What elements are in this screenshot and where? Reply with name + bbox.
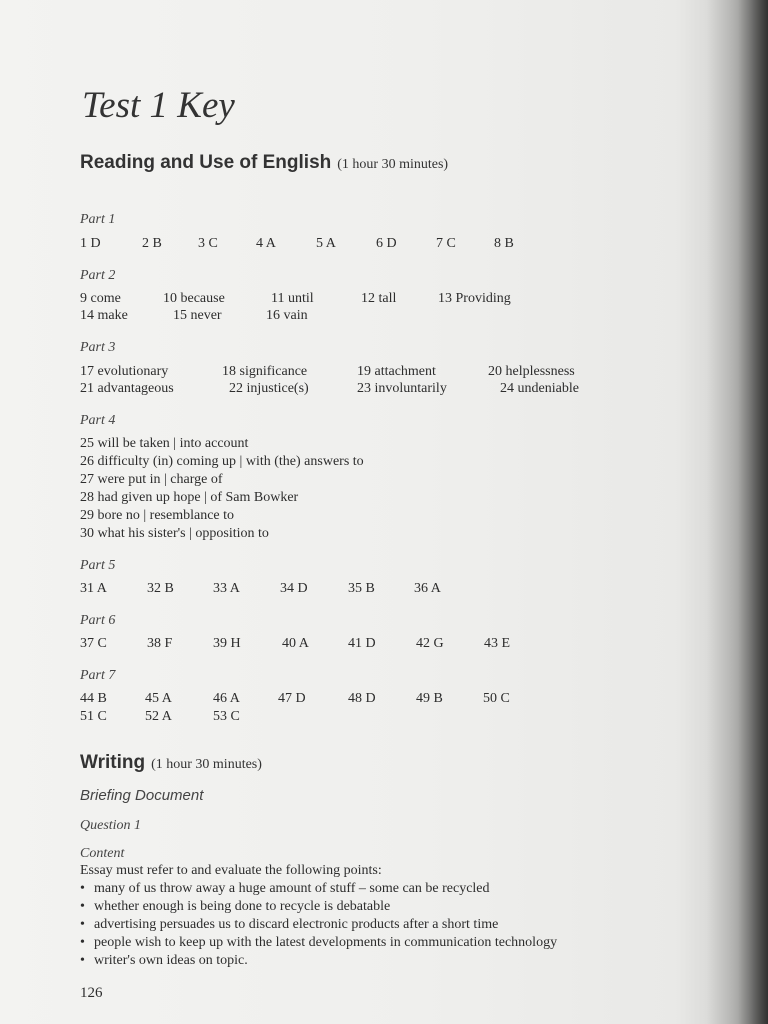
content-intro: Essay must refer to and evaluate the following points: — [80, 863, 382, 878]
part-3-label: Part 3 — [80, 340, 116, 355]
answer: 7 C — [436, 236, 456, 251]
answer: 17 evolutionary — [80, 364, 169, 379]
answer: 18 significance — [222, 364, 308, 379]
answer: 37 C — [80, 636, 107, 651]
part-4-line: 25 will be taken | into account — [80, 436, 249, 451]
answer: 21 advantageous — [80, 381, 174, 396]
answer: 15 never — [173, 308, 222, 323]
answer: 1 D — [80, 236, 101, 251]
answer: 12 tall — [361, 291, 397, 306]
answer: 49 B — [416, 691, 443, 706]
part-4-label: Part 4 — [80, 413, 116, 428]
page-title: Test 1 Key — [82, 85, 235, 126]
answer: 24 undeniable — [500, 381, 579, 396]
list-item: • many of us throw away a huge amount of stuff – some can be recycled — [80, 881, 557, 899]
answer: 45 A — [145, 691, 172, 706]
answer: 10 because — [163, 291, 225, 306]
list-item: • advertising persuades us to discard electronic products after a short time — [80, 917, 557, 935]
part-7-label: Part 7 — [80, 668, 116, 683]
answer: 50 C — [483, 691, 510, 706]
list-item: • people wish to keep up with the latest developments in communication technology — [80, 935, 557, 953]
answer: 4 A — [256, 236, 276, 251]
answer: 31 A — [80, 581, 107, 596]
answer: 32 B — [147, 581, 174, 596]
answer: 33 A — [213, 581, 240, 596]
answer: 51 C — [80, 709, 107, 724]
answer: 16 vain — [266, 308, 308, 323]
answer: 13 Providing — [438, 291, 511, 306]
answer: 47 D — [278, 691, 306, 706]
answer: 38 F — [147, 636, 173, 651]
answer: 3 C — [198, 236, 218, 251]
answer: 19 attachment — [357, 364, 436, 379]
answer: 43 E — [484, 636, 511, 651]
part-2-label: Part 2 — [80, 268, 116, 283]
reading-duration: (1 hour 30 minutes) — [337, 157, 449, 172]
list-item: • writer's own ideas on topic. — [80, 953, 557, 971]
answer: 23 involuntarily — [357, 381, 447, 396]
writing-duration: (1 hour 30 minutes) — [151, 757, 262, 772]
writing-heading-text: Writing — [80, 752, 146, 773]
part-5-label: Part 5 — [80, 558, 116, 573]
part-6-label: Part 6 — [80, 613, 116, 628]
writing-heading — [80, 752, 262, 774]
book-spine-shadow — [738, 0, 768, 1024]
answer: 22 injustice(s) — [229, 381, 309, 396]
reading-heading — [80, 152, 448, 174]
reading-heading-text: Reading and Use of English — [80, 152, 332, 173]
part-4-line: 28 had given up hope | of Sam Bowker — [80, 490, 299, 505]
answer: 53 C — [213, 709, 240, 724]
part-4-line: 30 what his sister's | opposition to — [80, 526, 269, 541]
answer: 42 G — [416, 636, 444, 651]
answer: 39 H — [213, 636, 241, 651]
part-4-line: 27 were put in | charge of — [80, 472, 223, 487]
answer: 9 come — [80, 291, 121, 306]
writing-subheading: Briefing Document — [80, 787, 204, 804]
answer: 44 B — [80, 691, 107, 706]
content-label: Content — [80, 846, 125, 861]
answer: 46 A — [213, 691, 240, 706]
answer: 20 helplessness — [488, 364, 575, 379]
answer: 41 D — [348, 636, 376, 651]
answer: 40 A — [282, 636, 309, 651]
answer: 5 A — [316, 236, 336, 251]
list-item: • whether enough is being done to recycle is debatable — [80, 899, 557, 917]
question-label: Question 1 — [80, 818, 142, 833]
answer: 2 B — [142, 236, 162, 251]
answer: 14 make — [80, 308, 128, 323]
part-4-line: 26 difficulty (in) coming up | with (the) answers to — [80, 454, 364, 469]
answer: 11 until — [271, 291, 314, 306]
answer: 8 B — [494, 236, 514, 251]
page-number: 126 — [80, 985, 103, 1001]
part-4-line: 29 bore no | resemblance to — [80, 508, 235, 523]
answer: 52 A — [145, 709, 172, 724]
part-1-label: Part 1 — [80, 212, 116, 227]
answer: 48 D — [348, 691, 376, 706]
answer: 6 D — [376, 236, 397, 251]
answer: 35 B — [348, 581, 375, 596]
answer: 34 D — [280, 581, 308, 596]
content-points-list — [80, 881, 557, 971]
answer: 36 A — [414, 581, 441, 596]
